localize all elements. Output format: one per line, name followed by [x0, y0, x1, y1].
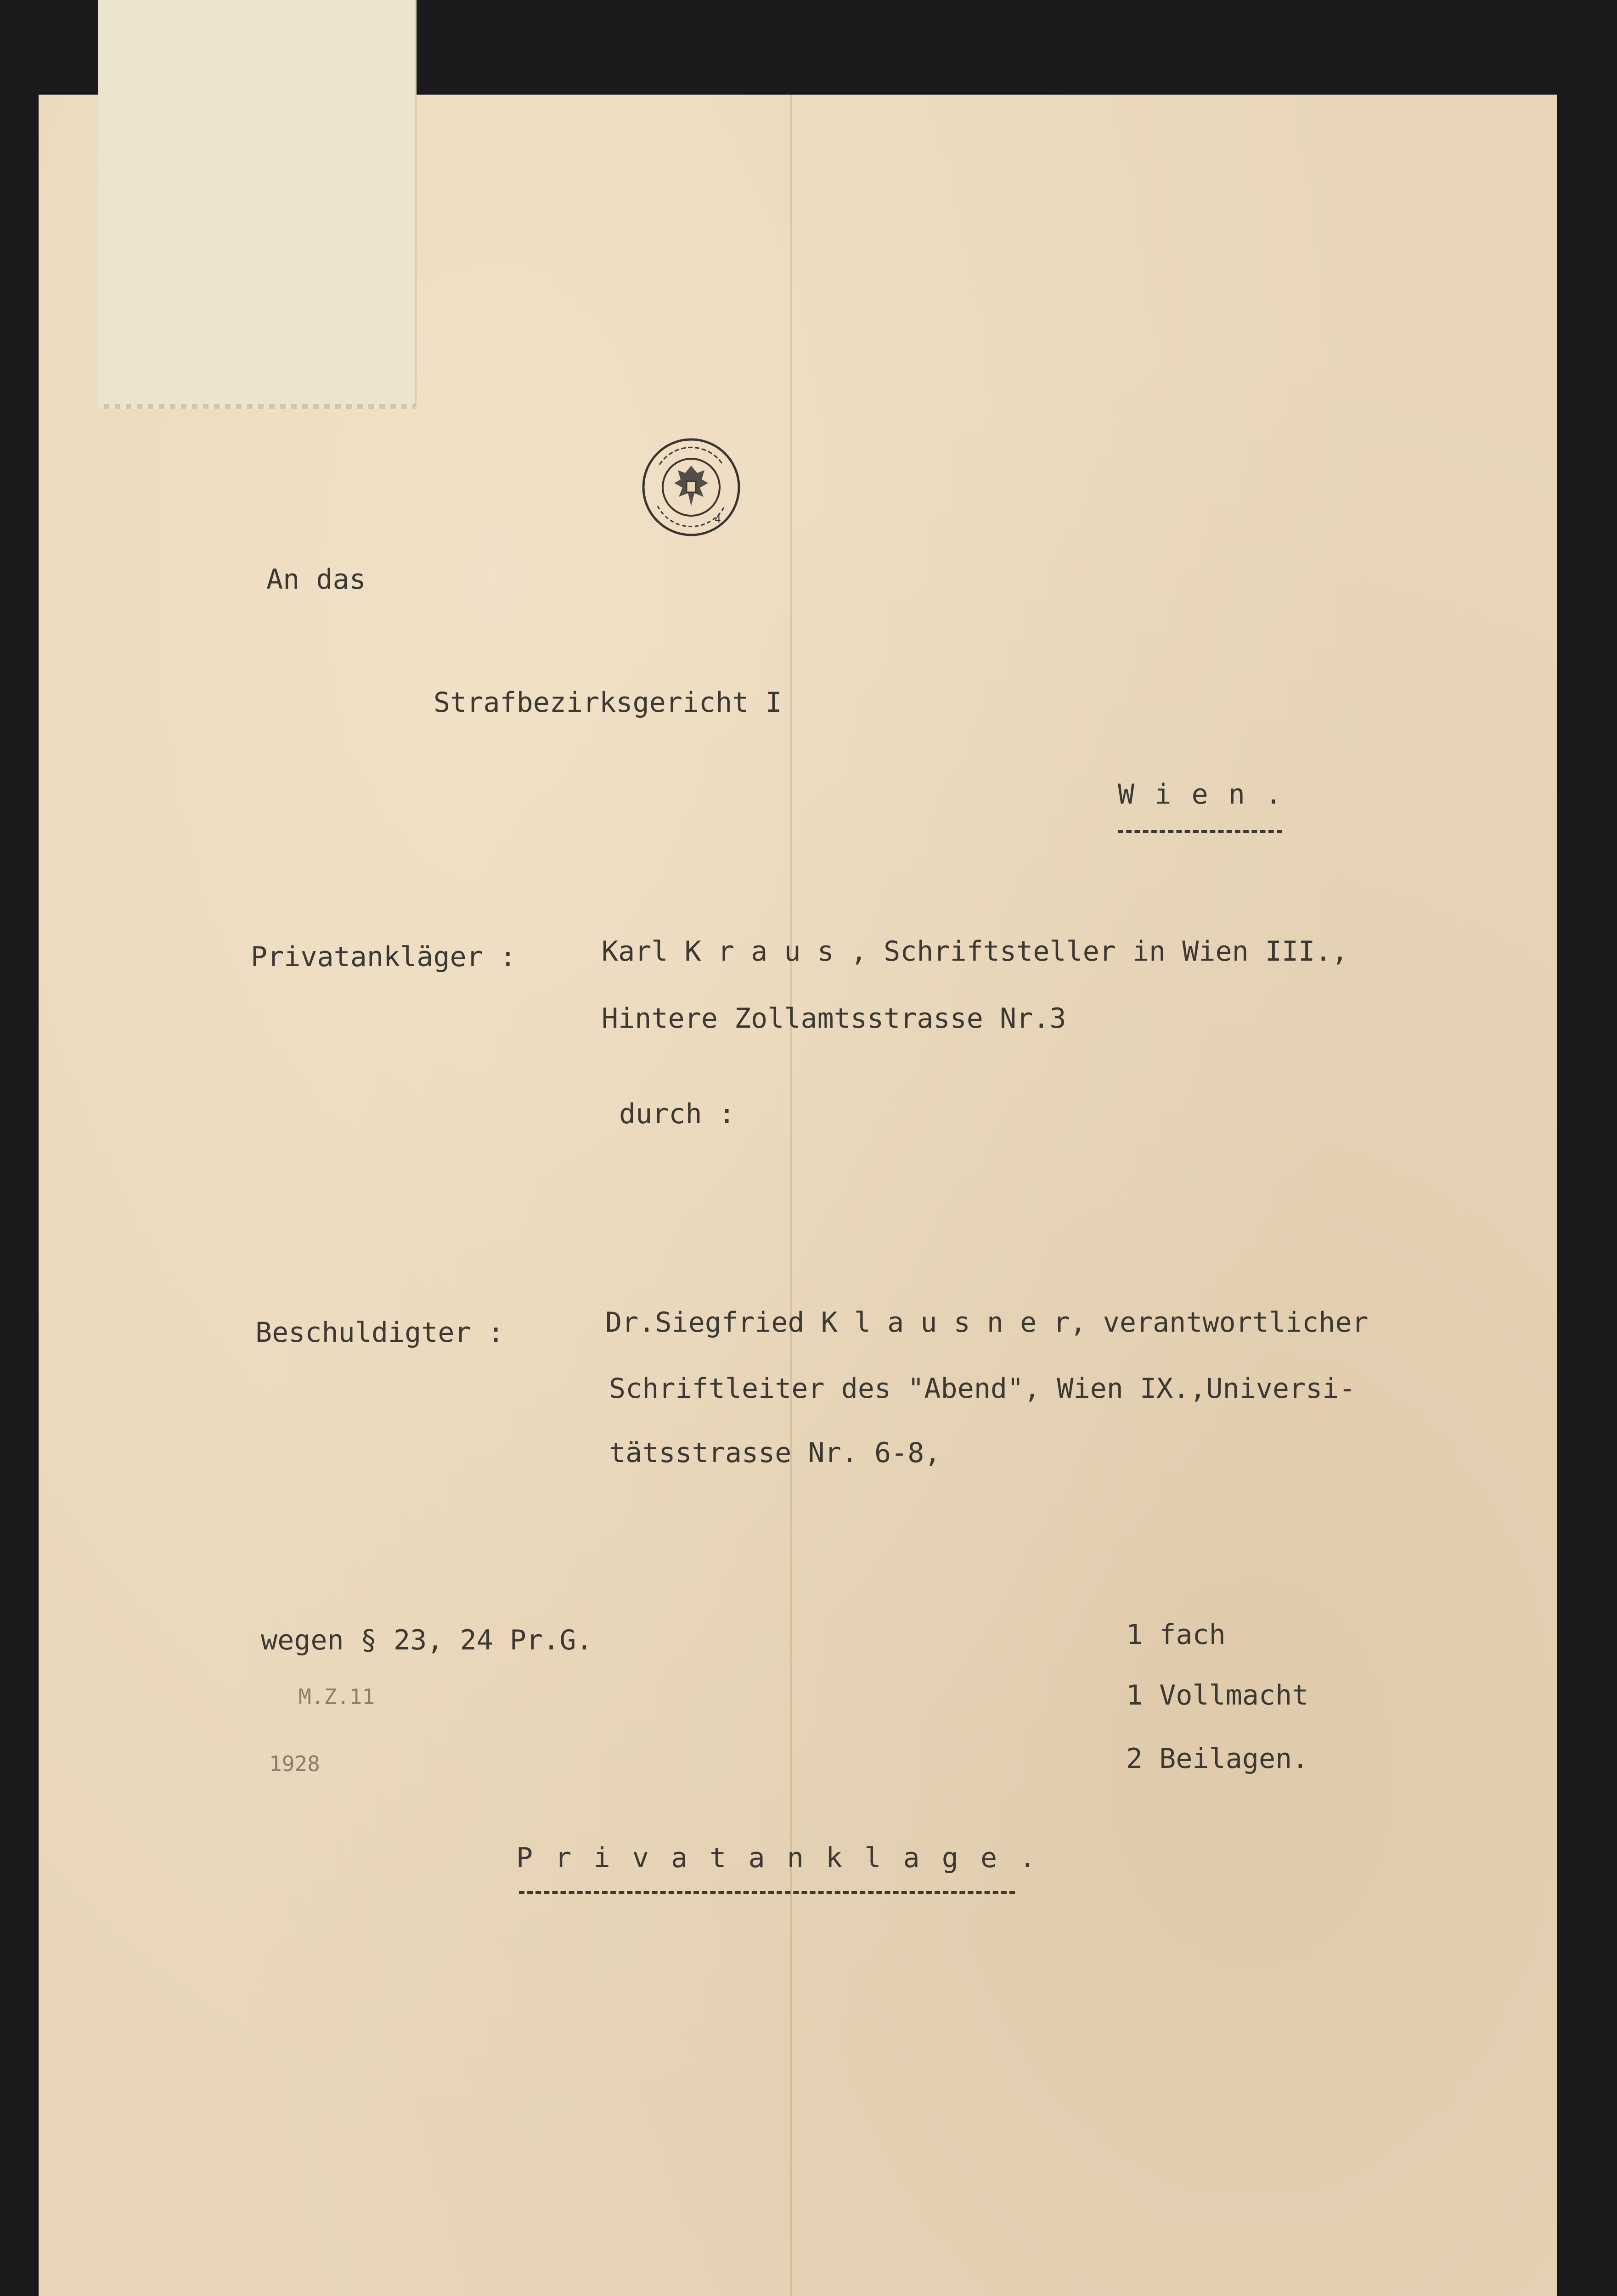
plaintiff-label: Privatankläger :: [251, 941, 516, 973]
attachment-power-of-attorney: 1 Vollmacht: [1126, 1679, 1309, 1711]
recipient-prefix: An das: [266, 563, 366, 596]
paper-fold: [790, 95, 792, 2296]
plaintiff-name: Karl K r a u s , Schriftsteller in Wien III.,: [602, 935, 1348, 968]
svg-text:4: 4: [715, 514, 721, 525]
court-name: Strafbezirksgericht I: [434, 687, 782, 719]
library-stamp: [641, 437, 741, 537]
defendant-line-2: Schriftleiter des "Abend", Wien IX.,Universi-: [609, 1373, 1356, 1405]
title-underline: [519, 1891, 1015, 1894]
attachment-copies: 1 fach: [1126, 1619, 1226, 1651]
faint-note-2: 1928: [269, 1751, 320, 1776]
attachment-enclosures: 2 Beilagen.: [1126, 1743, 1309, 1775]
defendant-label: Beschuldigter :: [255, 1317, 504, 1349]
defendant-line-3: tätsstrasse Nr. 6-8,: [609, 1437, 941, 1469]
city-name: W i e n .: [1118, 778, 1284, 810]
document-title: P r i v a t a n k l a g e .: [516, 1842, 1039, 1874]
paper-sheet: [39, 95, 1557, 2296]
archival-tape: [98, 0, 417, 406]
plaintiff-representation: durch :: [619, 1098, 735, 1130]
city-underline: [1118, 830, 1282, 833]
faint-note-1: M.Z.11: [299, 1684, 375, 1709]
plaintiff-address: Hintere Zollamtsstrasse Nr.3: [602, 1002, 1066, 1035]
eagle-emblem-icon: [674, 466, 708, 506]
defendant-line-1: Dr.Siegfried K l a u s n e r, verantwortlicher: [605, 1306, 1369, 1339]
charge-reference: wegen § 23, 24 Pr.G.: [261, 1624, 593, 1656]
